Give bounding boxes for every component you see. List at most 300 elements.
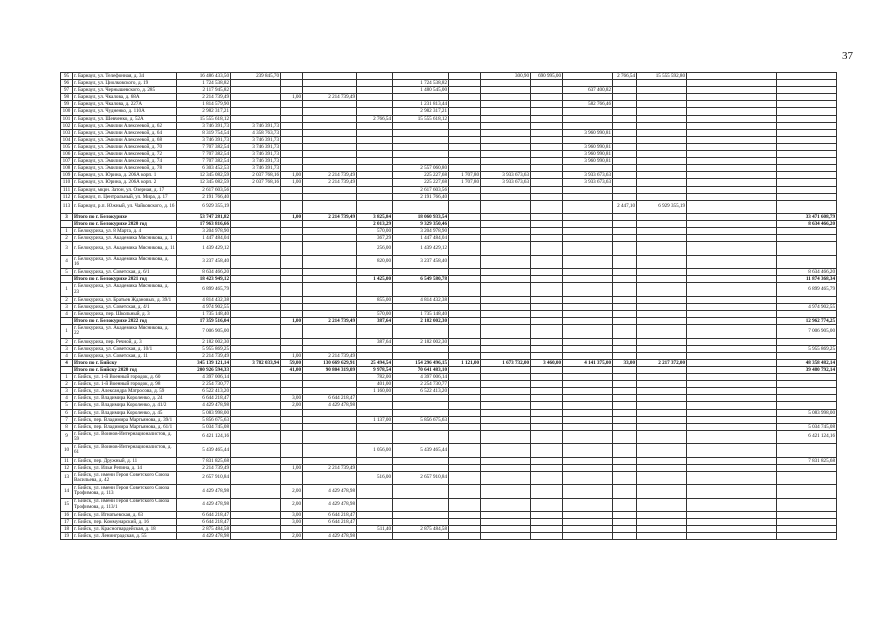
value-cell	[613, 519, 637, 526]
value-cell: 1 724 538,82	[177, 80, 231, 87]
row-index-cell: 4	[61, 311, 73, 318]
value-cell	[449, 101, 481, 108]
value-cell	[449, 345, 481, 352]
value-cell	[281, 122, 303, 129]
value-cell: 3 746 391,73	[177, 122, 231, 129]
value-cell	[637, 471, 687, 484]
value-cell: 2,00	[281, 402, 303, 409]
value-cell: 3,00	[281, 519, 303, 526]
value-cell: 5 439 465,44	[393, 444, 449, 457]
value-cell: 15 555 618,12	[177, 115, 231, 122]
value-cell	[563, 221, 613, 228]
value-cell: 2 013,29	[357, 221, 393, 228]
value-cell: 39 480 792,14	[777, 366, 837, 373]
value-cell: 3 460,00	[531, 359, 563, 366]
value-cell	[449, 214, 481, 221]
value-cell	[531, 325, 563, 338]
page-number: 37	[842, 50, 853, 62]
value-cell	[613, 214, 637, 221]
value-cell	[563, 345, 613, 352]
value-cell: 5 955 869,25	[777, 345, 837, 352]
value-cell: 2 982 317,21	[393, 108, 449, 115]
value-cell: 570,00	[357, 228, 393, 235]
value-cell	[303, 129, 357, 136]
value-cell	[687, 200, 777, 213]
value-cell	[563, 498, 613, 511]
table-row	[61, 283, 837, 296]
value-cell	[687, 235, 777, 242]
address-cell: г. Белокуриха, ул. Советская, д. 11	[73, 352, 177, 359]
row-index-cell: 1	[61, 228, 73, 235]
value-cell	[281, 115, 303, 122]
value-cell	[481, 136, 531, 143]
value-cell	[231, 214, 281, 221]
value-cell: 2 214 739,49	[177, 352, 231, 359]
value-cell: 5 034 745,08	[777, 423, 837, 430]
value-cell: 90 804 319,09	[303, 366, 357, 373]
value-cell: 2 617 603,56	[393, 186, 449, 193]
value-cell	[481, 444, 531, 457]
value-cell	[449, 94, 481, 101]
value-cell: 9 329 350,46	[393, 221, 449, 228]
value-cell	[637, 318, 687, 325]
value-cell	[281, 193, 303, 200]
total-row	[61, 276, 837, 283]
value-cell: 1 425,00	[357, 276, 393, 283]
value-cell	[637, 179, 687, 186]
value-cell	[393, 269, 449, 276]
row-index-cell: 7	[61, 416, 73, 423]
value-cell	[613, 325, 637, 338]
value-cell	[563, 526, 613, 533]
value-cell: 1 735 148,40	[393, 311, 449, 318]
value-cell	[687, 136, 777, 143]
row-index-cell: 110	[61, 179, 73, 186]
value-cell	[637, 345, 687, 352]
value-cell: 3 960 990,81	[563, 129, 613, 136]
address-cell: Итого по г. Белокурихе 2022 год	[73, 318, 177, 325]
value-cell: 1 447 484,04	[393, 235, 449, 242]
value-cell	[531, 172, 563, 179]
value-cell	[449, 269, 481, 276]
table-row	[61, 179, 837, 186]
value-cell	[687, 296, 777, 303]
value-cell	[393, 200, 449, 213]
value-cell: 154 296 496,15	[393, 359, 449, 366]
value-cell	[303, 80, 357, 87]
value-cell	[531, 430, 563, 443]
row-index-cell: 12	[61, 464, 73, 471]
registry-table	[60, 72, 837, 540]
value-cell: 2 617 603,56	[177, 186, 231, 193]
value-cell: 2 214 739,49	[177, 94, 231, 101]
value-cell	[303, 296, 357, 303]
value-cell: 2 191 766,40	[393, 193, 449, 200]
value-cell	[231, 338, 281, 345]
table-row	[61, 533, 837, 540]
value-cell	[449, 228, 481, 235]
value-cell	[777, 374, 837, 381]
value-cell	[281, 129, 303, 136]
value-cell	[637, 381, 687, 388]
value-cell: 8 319 754,54	[177, 129, 231, 136]
value-cell	[613, 338, 637, 345]
value-cell	[357, 73, 393, 80]
value-cell	[613, 296, 637, 303]
value-cell	[531, 129, 563, 136]
value-cell	[281, 457, 303, 464]
value-cell	[531, 409, 563, 416]
value-cell	[393, 423, 449, 430]
value-cell	[637, 457, 687, 464]
row-index-cell: 19	[61, 533, 73, 540]
value-cell	[393, 283, 449, 296]
value-cell	[613, 87, 637, 94]
value-cell	[777, 115, 837, 122]
table-row	[61, 464, 837, 471]
address-cell: г. Барнаул, ул. Эмилии Алексеевой, д. 70	[73, 143, 177, 150]
value-cell	[613, 255, 637, 268]
value-cell	[687, 108, 777, 115]
value-cell	[687, 430, 777, 443]
value-cell: 200 926 594,33	[177, 366, 231, 373]
value-cell	[281, 200, 303, 213]
value-cell: 582 766,46	[563, 101, 613, 108]
value-cell	[449, 498, 481, 511]
value-cell	[393, 122, 449, 129]
value-cell: 3 746 391,73	[231, 165, 281, 172]
row-index-cell: 9	[61, 430, 73, 443]
value-cell	[449, 255, 481, 268]
address-cell: г. Белокуриха, ул. Советская, д. 6/1	[73, 269, 177, 276]
value-cell	[281, 186, 303, 193]
value-cell	[613, 172, 637, 179]
value-cell	[531, 457, 563, 464]
value-cell	[777, 122, 837, 129]
value-cell: 6 644 218,47	[303, 519, 357, 526]
value-cell	[687, 165, 777, 172]
table-row	[61, 87, 837, 94]
row-index-cell: 97	[61, 87, 73, 94]
value-cell	[449, 533, 481, 540]
value-cell	[393, 485, 449, 498]
address-cell: г. Бийск, ул. Воинов-Интернационалистов, д. 61	[73, 444, 177, 457]
address-cell: г. Барнаул, ул. Шевченко, д. 52А	[73, 115, 177, 122]
value-cell	[613, 151, 637, 158]
value-cell	[563, 338, 613, 345]
row-index-cell	[61, 366, 73, 373]
value-cell: 387,64	[357, 338, 393, 345]
address-cell: г. Барнаул, п. Центральный, ул. Мира, д. 17	[73, 193, 177, 200]
value-cell: 3 746 391,73	[231, 151, 281, 158]
value-cell: 17 963 816,66	[177, 221, 231, 228]
value-cell	[281, 255, 303, 268]
value-cell	[563, 73, 613, 80]
value-cell	[303, 374, 357, 381]
address-cell: г. Белокуриха, ул. Академика Мясникова, д. 22	[73, 325, 177, 338]
value-cell	[449, 485, 481, 498]
value-cell	[531, 423, 563, 430]
value-cell: 2 214 739,49	[303, 94, 357, 101]
value-cell	[531, 200, 563, 213]
table-row	[61, 235, 837, 242]
table-row	[61, 151, 837, 158]
value-cell	[531, 276, 563, 283]
value-cell	[393, 325, 449, 338]
value-cell	[449, 423, 481, 430]
table-row	[61, 143, 837, 150]
value-cell	[531, 269, 563, 276]
value-cell	[281, 228, 303, 235]
value-cell	[531, 158, 563, 165]
value-cell	[687, 526, 777, 533]
value-cell	[449, 165, 481, 172]
value-cell: 11 874 368,34	[777, 276, 837, 283]
row-index-cell: 5	[61, 402, 73, 409]
value-cell	[231, 366, 281, 373]
value-cell: 516,00	[357, 471, 393, 484]
value-cell: 2 214 739,49	[303, 464, 357, 471]
value-cell	[687, 255, 777, 268]
value-cell	[777, 338, 837, 345]
row-index-cell: 16	[61, 511, 73, 518]
value-cell	[687, 457, 777, 464]
value-cell	[281, 325, 303, 338]
value-cell	[563, 457, 613, 464]
value-cell	[449, 276, 481, 283]
value-cell	[777, 381, 837, 388]
value-cell	[687, 283, 777, 296]
value-cell	[531, 471, 563, 484]
value-cell	[777, 471, 837, 484]
value-cell: 53 747 281,82	[177, 214, 231, 221]
value-cell: 3 782 033,94	[231, 359, 281, 366]
row-index-cell: 2	[61, 381, 73, 388]
value-cell: 2 217 372,00	[637, 359, 687, 366]
value-cell: 2 214 739,49	[303, 352, 357, 359]
value-cell	[481, 325, 531, 338]
value-cell	[357, 430, 393, 443]
value-cell: 5 856 675,63	[393, 416, 449, 423]
value-cell	[357, 108, 393, 115]
value-cell	[449, 318, 481, 325]
value-cell	[303, 136, 357, 143]
value-cell	[613, 186, 637, 193]
address-cell: Итого по г. Бийску	[73, 359, 177, 366]
value-cell	[531, 151, 563, 158]
value-cell: 1 231 813,44	[393, 101, 449, 108]
value-cell	[687, 409, 777, 416]
value-cell	[281, 283, 303, 296]
value-cell	[563, 214, 613, 221]
table-body	[61, 73, 837, 540]
value-cell	[481, 311, 531, 318]
value-cell: 1,00	[281, 94, 303, 101]
value-cell: 70 641 483,10	[393, 366, 449, 373]
value-cell	[531, 464, 563, 471]
value-cell	[357, 172, 393, 179]
value-cell	[449, 388, 481, 395]
value-cell	[687, 303, 777, 310]
value-cell	[637, 193, 687, 200]
value-cell: 3 825,84	[357, 214, 393, 221]
value-cell	[231, 186, 281, 193]
value-cell	[777, 526, 837, 533]
value-cell: 239 845,70	[231, 73, 281, 80]
value-cell	[637, 129, 687, 136]
value-cell	[563, 228, 613, 235]
value-cell	[449, 338, 481, 345]
value-cell	[231, 526, 281, 533]
value-cell	[563, 511, 613, 518]
value-cell: 3 746 391,73	[231, 136, 281, 143]
value-cell	[281, 471, 303, 484]
value-cell	[637, 498, 687, 511]
value-cell	[637, 255, 687, 268]
value-cell	[687, 94, 777, 101]
value-cell: 4 429 478,98	[177, 402, 231, 409]
value-cell: 4 429 478,98	[177, 533, 231, 540]
value-cell: 2 037 768,16	[231, 179, 281, 186]
value-cell: 3 746 391,73	[231, 122, 281, 129]
row-index-cell: 95	[61, 73, 73, 80]
value-cell	[563, 80, 613, 87]
value-cell	[231, 395, 281, 402]
value-cell	[357, 151, 393, 158]
address-cell: г. Белокуриха, ул. Братьев Ждановых, д. 39/1	[73, 296, 177, 303]
value-cell	[687, 151, 777, 158]
value-cell	[637, 115, 687, 122]
row-index-cell: 4	[61, 255, 73, 268]
value-cell: 6 421 124,16	[177, 430, 231, 443]
table-row	[61, 269, 837, 276]
value-cell	[531, 338, 563, 345]
value-cell: 4 358 763,73	[231, 129, 281, 136]
value-cell	[531, 87, 563, 94]
value-cell	[563, 269, 613, 276]
value-cell: 3 746 391,73	[177, 136, 231, 143]
table-row	[61, 101, 837, 108]
value-cell: 12 962 774,25	[777, 318, 837, 325]
value-cell	[563, 115, 613, 122]
value-cell	[531, 214, 563, 221]
value-cell	[231, 457, 281, 464]
value-cell: 4 814 432,38	[393, 296, 449, 303]
value-cell	[637, 374, 687, 381]
table-row	[61, 409, 837, 416]
value-cell	[357, 101, 393, 108]
value-cell	[687, 485, 777, 498]
value-cell	[449, 186, 481, 193]
value-cell	[449, 283, 481, 296]
value-cell	[303, 269, 357, 276]
value-cell	[777, 416, 837, 423]
value-cell	[281, 158, 303, 165]
address-cell: г. Барнаул, ул. Чкалова, д. 68А	[73, 94, 177, 101]
value-cell: 9 978,54	[357, 366, 393, 373]
value-cell	[231, 276, 281, 283]
value-cell	[777, 73, 837, 80]
value-cell	[449, 444, 481, 457]
address-cell: г. Барнаул, ул. Чудненко, д. 110А	[73, 108, 177, 115]
value-cell	[357, 485, 393, 498]
value-cell	[357, 193, 393, 200]
value-cell: 6 522 413,20	[177, 388, 231, 395]
value-cell	[481, 409, 531, 416]
value-cell	[531, 519, 563, 526]
value-cell: 1 724 538,82	[393, 80, 449, 87]
value-cell	[563, 444, 613, 457]
row-index-cell: 5	[61, 269, 73, 276]
value-cell: 6 421 124,16	[777, 430, 837, 443]
address-cell: г. Бийск, пер. Владимира Мартьянова, д. 39/1	[73, 416, 177, 423]
value-cell	[613, 228, 637, 235]
value-cell: 820,00	[357, 255, 393, 268]
value-cell: 2 182 002,30	[177, 338, 231, 345]
value-cell: 1 439 429,12	[177, 242, 231, 255]
value-cell	[231, 325, 281, 338]
value-cell	[481, 519, 531, 526]
value-cell: 130 669 629,91	[303, 359, 357, 366]
value-cell	[231, 485, 281, 498]
value-cell	[563, 381, 613, 388]
value-cell	[687, 325, 777, 338]
value-cell	[449, 87, 481, 94]
value-cell	[281, 101, 303, 108]
value-cell	[449, 303, 481, 310]
value-cell	[777, 200, 837, 213]
value-cell	[449, 366, 481, 373]
value-cell	[637, 186, 687, 193]
row-index-cell: 3	[61, 388, 73, 395]
value-cell: 6 644 218,47	[177, 511, 231, 518]
value-cell	[563, 388, 613, 395]
value-cell: 33,00	[613, 359, 637, 366]
value-cell: 48 358 482,14	[777, 359, 837, 366]
value-cell	[357, 409, 393, 416]
value-cell	[531, 221, 563, 228]
value-cell	[613, 464, 637, 471]
address-cell: г. Барнаул, ул. Эмилии Алексеевой, д. 64	[73, 129, 177, 136]
value-cell	[481, 395, 531, 402]
value-cell	[687, 214, 777, 221]
value-cell	[303, 101, 357, 108]
value-cell	[613, 511, 637, 518]
table-row	[61, 511, 837, 518]
value-cell	[303, 345, 357, 352]
row-index-cell: 18	[61, 526, 73, 533]
value-cell	[481, 457, 531, 464]
row-index-cell	[61, 276, 73, 283]
value-cell: 6 522 413,20	[393, 388, 449, 395]
value-cell	[357, 165, 393, 172]
table-row	[61, 73, 837, 80]
value-cell	[637, 464, 687, 471]
value-cell: 3 237 458,40	[393, 255, 449, 268]
value-cell	[449, 352, 481, 359]
value-cell	[687, 143, 777, 150]
value-cell	[613, 352, 637, 359]
total-row	[61, 366, 837, 373]
value-cell	[393, 498, 449, 511]
value-cell: 6 644 218,47	[303, 395, 357, 402]
value-cell	[281, 311, 303, 318]
value-cell	[481, 533, 531, 540]
value-cell	[777, 101, 837, 108]
value-cell	[231, 345, 281, 352]
value-cell: 225 227,68	[393, 172, 449, 179]
value-cell	[777, 352, 837, 359]
